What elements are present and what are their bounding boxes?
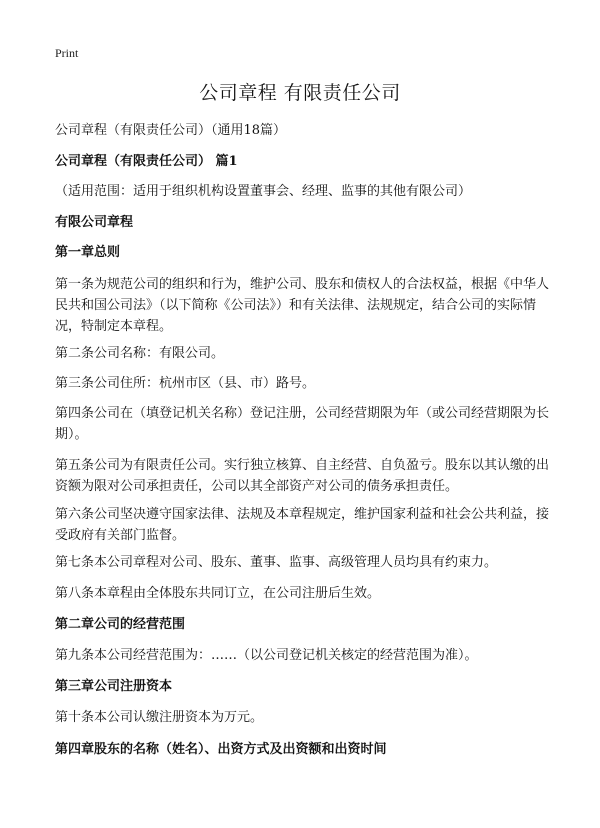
article-paragraph: 第五条公司为有限责任公司。实行独立核算、自主经营、自负盈亏。股东以其认缴的出资额为限对公司承担责任，公司以其全部资产对公司的债务承担责任。 <box>55 458 550 494</box>
article-paragraph: 第十条本公司认缴注册资本为万元。 <box>55 710 264 725</box>
chapter-heading: 第一章总则 <box>55 245 121 260</box>
article-paragraph: 第七条本公司章程对公司、股东、董事、监事、高级管理人员均具有约束力。 <box>55 555 498 570</box>
article-paragraph: 第一条为规范公司的组织和行为，维护公司、股东和债权人的合法权益，根据《中华人民共和国公司法》（以下简称《公司法》）和有关法律、法规规定，结合公司的实际情况，特制定本章程。 <box>55 277 550 334</box>
document-title: 公司章程 有限责任公司 <box>199 82 401 104</box>
article-paragraph: 第六条公司坚决遵守国家法律、法规及本章程规定，维护国家利益和社会公共利益，接受政府有关部门监督。 <box>55 507 550 543</box>
document-subtitle: 公司章程（有限责任公司）（通用18篇） <box>55 123 287 138</box>
company-type-heading: 有限公司章程 <box>55 215 134 230</box>
chapter-heading: 第四章股东的名称（姓名）、出资方式及出资额和出资时间 <box>55 742 387 757</box>
article-paragraph: 第四条公司在（填登记机关名称）登记注册，公司经营期限为年（或公司经营期限为长期）。 <box>55 406 550 442</box>
print-link[interactable]: Print <box>55 46 79 60</box>
section-heading: 公司章程（有限责任公司） 篇1 <box>55 154 238 169</box>
chapter-heading: 第三章公司注册资本 <box>55 679 173 694</box>
article-paragraph: 第三条公司住所：杭州市区（县、市）路号。 <box>55 376 316 391</box>
article-paragraph: 第九条本公司经营范围为：……（以公司登记机关核定的经营范围为准）。 <box>55 648 478 663</box>
article-paragraph: 第二条公司名称：有限公司。 <box>55 346 225 361</box>
chapter-heading: 第二章公司的经营范围 <box>55 617 186 632</box>
scope-note: （适用范围：适用于组织机构设置董事会、经理、监事的其他有限公司） <box>55 184 472 199</box>
article-paragraph: 第八条本章程由全体股东共同订立，在公司注册后生效。 <box>55 586 381 601</box>
